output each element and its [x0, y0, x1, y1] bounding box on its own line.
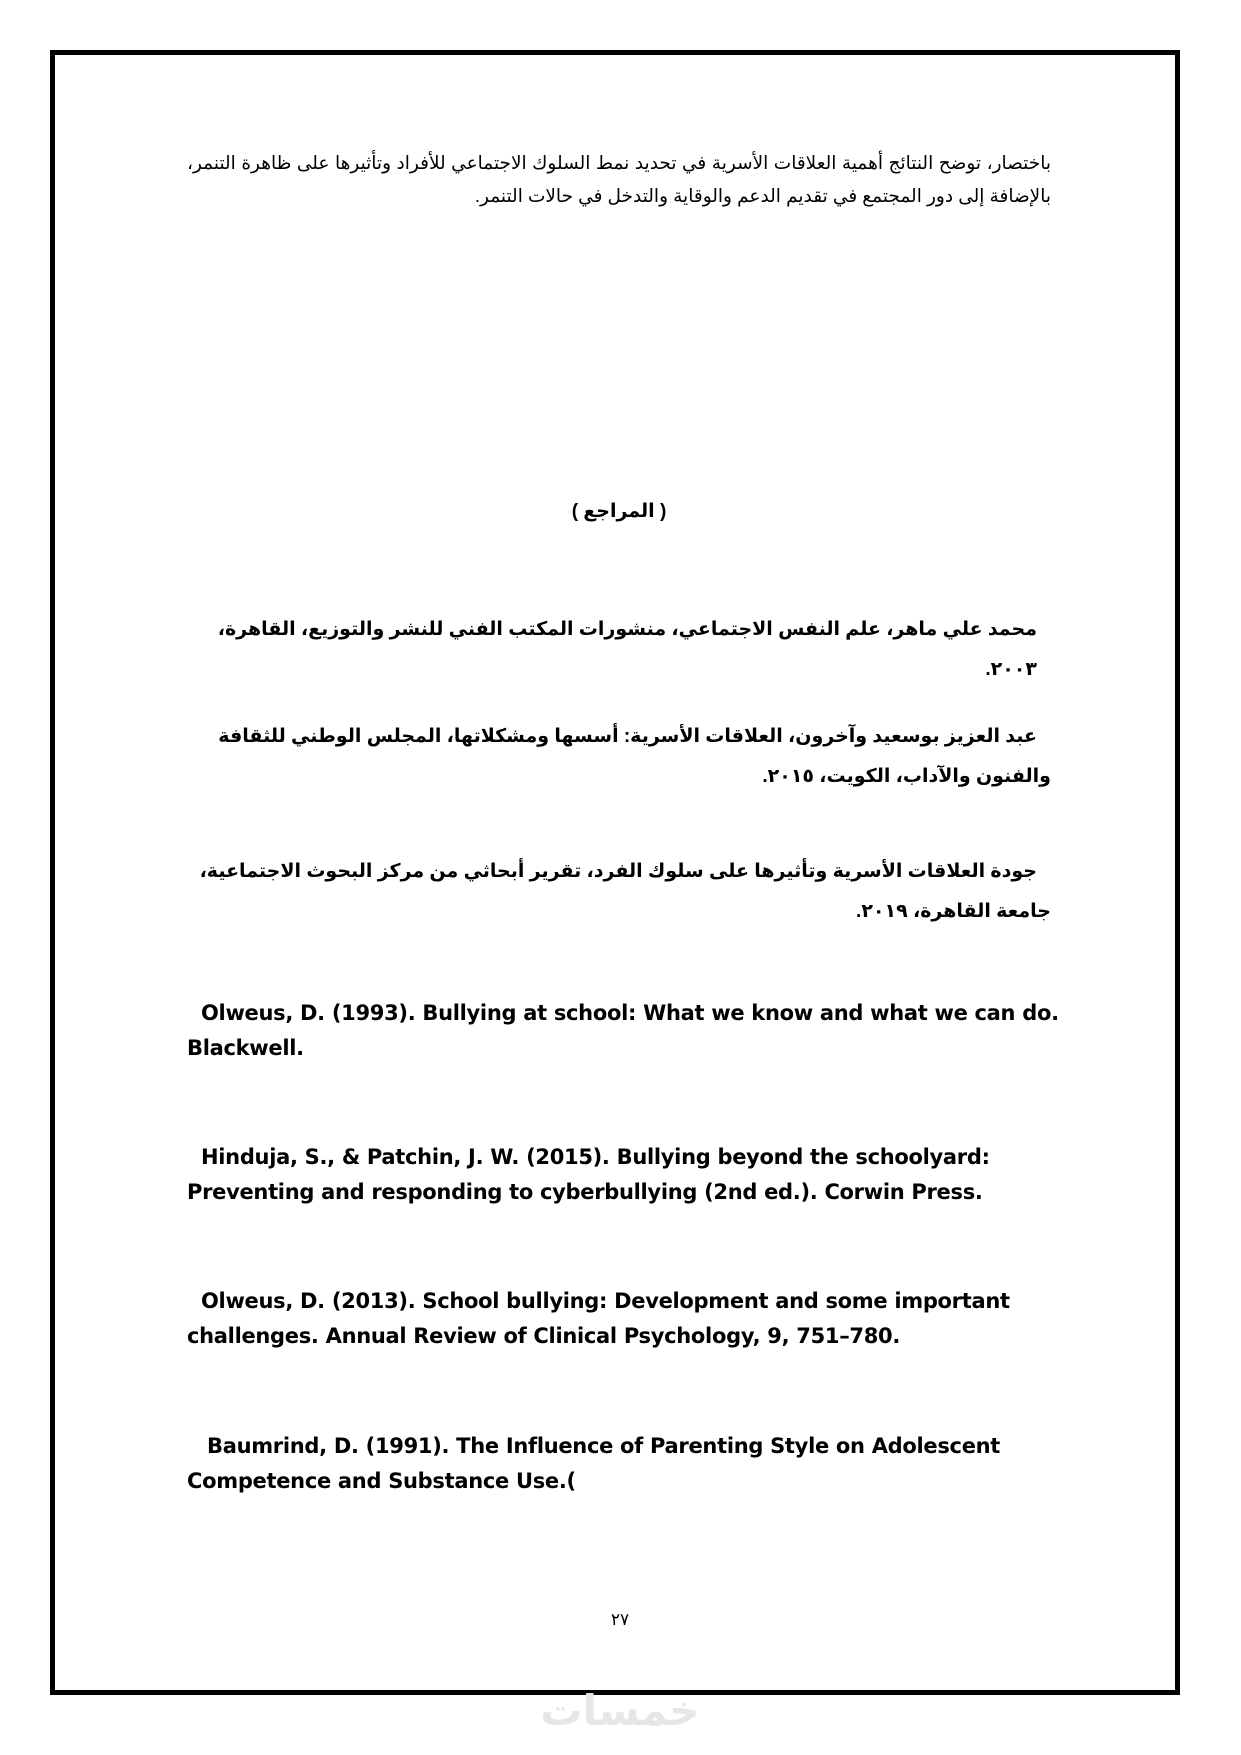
reference-ar-1: محمد علي ماهر، علم النفس الاجتماعي، منشورات المكتب الفني للنشر والتوزيع، القاهرة، ٢٠٠٣. [217, 619, 1037, 680]
intro-paragraph: باختصار، توضح النتائج أهمية العلاقات الأسرية في تحديد نمط السلوك الاجتماعي للأفراد وتأثيرها على ظاهرة التنمر، بالإضافة إلى دور المجتمع في تقديم الدعم والوقاية والتدخل في حالات التنمر. [187, 152, 1051, 206]
reference-en-3: Olweus, D. (2013). School bullying: Development and some important challenges. Annual Review of Clinical Psychology, 9, 751–780. [187, 1289, 1010, 1348]
page-number: ٢٧ [610, 1610, 630, 1629]
reference-en-2: Hinduja, S., & Patchin, J. W. (2015). Bullying beyond the schoolyard: Preventing and responding to cyberbullying (2nd ed.). Corwin Press. [187, 1145, 990, 1204]
reference-en-4: Baumrind, D. (1991). The Influence of Parenting Style on Adolescent Competence and Substance Use.( [187, 1434, 1001, 1493]
watermark-logo: خمسات [540, 1687, 700, 1734]
reference-ar-3: جودة العلاقات الأسرية وتأثيرها على سلوك الفرد، تقرير أبحاثي من مركز البحوث الاجتماعية، جامعة القاهرة، ٢٠١٩. [199, 861, 1051, 922]
references-title: ( المراجع ) [571, 501, 667, 522]
reference-ar-2: عبد العزيز بوسعيد وآخرون، العلاقات الأسرية: أسسها ومشكلاتها، المجلس الوطني للثقافة والفنون والآداب، الكويت، ٢٠١٥. [218, 726, 1051, 787]
reference-en-1: Olweus, D. (1993). Bullying at school: What we know and what we can do. Blackwell. [187, 1001, 1059, 1060]
